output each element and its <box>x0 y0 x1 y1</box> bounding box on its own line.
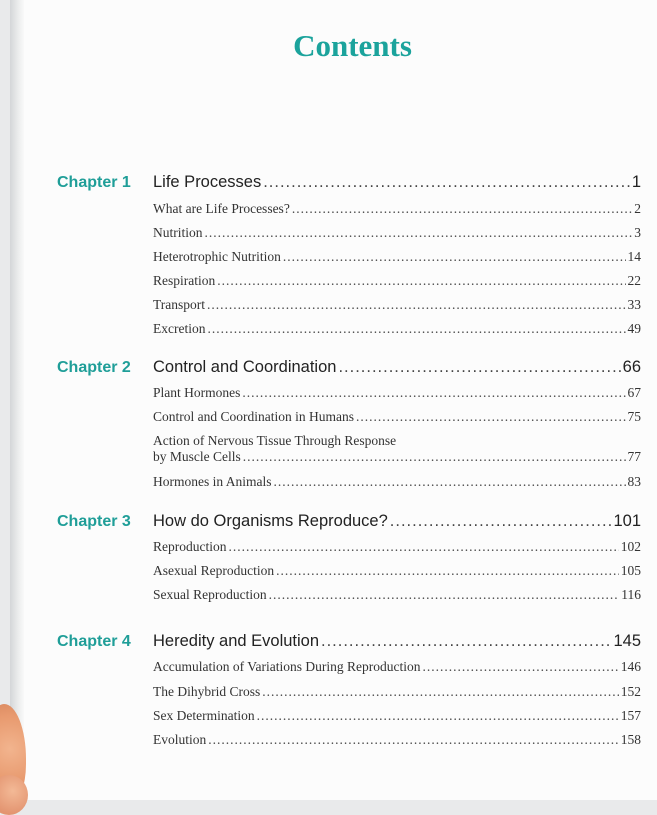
contents-heading: Contents <box>293 28 412 63</box>
topic-title: Sex Determination <box>153 708 255 723</box>
leader-dots <box>356 409 626 425</box>
chapter-2-title: Control and Coordination <box>153 358 337 376</box>
chapter-3-title: How do Organisms Reproduce? <box>153 512 388 530</box>
topic-title-line1: Action of Nervous Tissue Through Response <box>153 433 397 448</box>
topic-page: 3 <box>634 225 641 240</box>
leader-dots <box>207 297 625 313</box>
chapter-3-page: 101 <box>613 512 641 530</box>
topic-title: Hormones in Animals <box>153 474 272 489</box>
topic-page: 83 <box>627 474 641 489</box>
chapter-4-entry <box>153 632 641 651</box>
leader-dots <box>390 512 612 531</box>
topic-page: 157 <box>620 708 641 723</box>
toc-entry <box>153 474 641 490</box>
toc-entry <box>153 587 641 603</box>
topic-title: Transport <box>153 297 206 312</box>
leader-dots <box>338 358 620 377</box>
topic-page: 49 <box>627 321 641 336</box>
toc-entry <box>153 409 641 425</box>
topic-title: Control and Coordination in Humans <box>153 409 354 424</box>
toc-entry <box>153 684 641 700</box>
topic-page: 116 <box>621 587 641 602</box>
leader-dots <box>207 321 625 337</box>
page-gutter-shadow <box>10 0 24 800</box>
toc-entry <box>153 732 641 748</box>
leader-dots <box>321 632 611 651</box>
topic-title: Sexual Reproduction <box>153 587 267 602</box>
topic-page: 146 <box>620 659 641 674</box>
leader-dots <box>292 201 632 217</box>
toc-entry <box>153 539 641 555</box>
leader-dots <box>276 563 619 579</box>
topic-page: 22 <box>627 273 641 288</box>
chapter-1-entry <box>153 173 641 192</box>
topic-page: 152 <box>620 684 641 699</box>
leader-dots <box>269 587 620 603</box>
leader-dots <box>262 684 619 700</box>
chapter-3-label: Chapter 3 <box>57 513 131 530</box>
chapter-4-title: Heredity and Evolution <box>153 632 320 650</box>
leader-dots <box>263 173 630 192</box>
leader-dots <box>229 539 619 555</box>
chapter-1-label: Chapter 1 <box>57 174 131 191</box>
toc-entry <box>153 273 641 289</box>
topic-title: The Dihybrid Cross <box>153 684 261 699</box>
topic-title: Reproduction <box>153 539 227 554</box>
chapter-4-page: 145 <box>613 632 641 650</box>
leader-dots <box>283 249 626 265</box>
topic-title: Respiration <box>153 273 216 288</box>
toc-entry <box>153 563 641 579</box>
toc-entry <box>153 385 641 401</box>
toc-entry <box>153 297 641 313</box>
leader-dots <box>217 273 625 289</box>
topic-title: Heterotrophic Nutrition <box>153 249 281 264</box>
topic-title: Asexual Reproduction <box>153 563 275 578</box>
leader-dots <box>243 449 626 465</box>
topic-title: What are Life Processes? <box>153 201 290 216</box>
leader-dots <box>257 708 619 724</box>
topic-page: 77 <box>627 449 641 464</box>
topic-title: Evolution <box>153 732 207 747</box>
toc-entry <box>153 708 641 724</box>
leader-dots <box>274 474 626 490</box>
topic-title: by Muscle Cells <box>153 449 241 464</box>
chapter-3-entry <box>153 512 641 531</box>
toc-entry <box>153 321 641 337</box>
topic-page: 75 <box>627 409 641 424</box>
topic-title: Accumulation of Variations During Reproduction <box>153 659 421 674</box>
chapter-2-page: 66 <box>622 358 641 376</box>
toc-entry <box>153 201 641 217</box>
topic-page: 2 <box>634 201 641 216</box>
topic-page: 33 <box>627 297 641 312</box>
chapter-1-title: Life Processes <box>153 173 262 191</box>
leader-dots <box>422 659 618 675</box>
leader-dots <box>242 385 625 401</box>
toc-entry <box>153 449 641 465</box>
chapter-4-label: Chapter 4 <box>57 633 131 650</box>
topic-title: Nutrition <box>153 225 203 240</box>
topic-page: 14 <box>627 249 641 264</box>
topic-page: 105 <box>620 563 641 578</box>
chapter-2-entry <box>153 358 641 377</box>
topic-page: 102 <box>620 539 641 554</box>
leader-dots <box>205 225 633 241</box>
leader-dots <box>208 732 619 748</box>
topic-page: 67 <box>627 385 641 400</box>
toc-entry <box>153 249 641 265</box>
chapter-2-label: Chapter 2 <box>57 359 131 376</box>
toc-entry <box>153 225 641 241</box>
topic-title: Plant Hormones <box>153 385 241 400</box>
topic-page: 158 <box>620 732 641 747</box>
toc-entry <box>153 659 641 675</box>
chapter-1-page: 1 <box>631 173 641 191</box>
topic-title: Excretion <box>153 321 206 336</box>
